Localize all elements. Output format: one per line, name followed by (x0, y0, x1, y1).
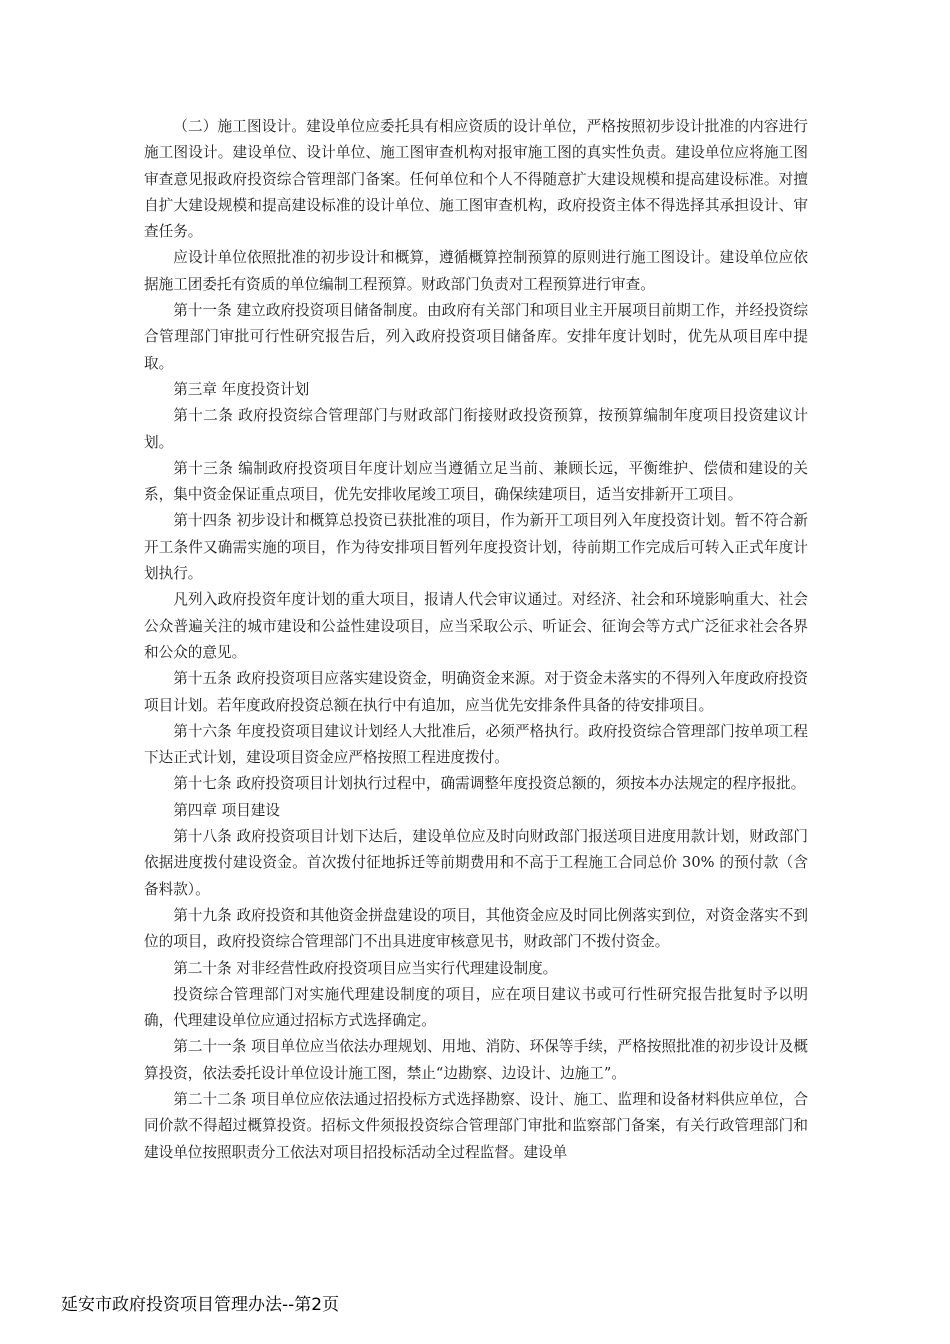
paragraph-article-16: 第十六条 年度投资项目建议计划经人大批准后，必须严格执行。政府投资综合管理部门按单项工程下达正式计划，建设项目资金应严格按照工程进度拨付。 (144, 722, 808, 767)
paragraph-article-19: 第十九条 政府投资和其他资金拼盘建设的项目，其他资金应及时同比例落实到位，对资金落实不到位的项目，政府投资综合管理部门不出具进度审核意见书，财政部门不拨付资金。 (144, 906, 808, 951)
paragraph-major-projects: 凡列入政府投资年度计划的重大项目，报请人代会审议通过。对经济、社会和环境影响重大、社会公众普遍关注的城市建设和公益性建设项目，应当采取公示、听证会、征询会等方式广泛征求社会各界和公众的意见。 (144, 591, 808, 661)
paragraph-article-13: 第十三条 编制政府投资项目年度计划应当遵循立足当前、兼顾长远，平衡维护、偿债和建设的关系，集中资金保证重点项目，优先安排收尾竣工项目，确保续建项目，适当安排新开工项目。 (144, 459, 808, 504)
paragraph-article-20: 第二十条 对非经营性政府投资项目应当实行代理建设制度。 (173, 959, 558, 977)
paragraph-article-18: 第十八条 政府投资项目计划下达后，建设单位应及时向财政部门报送项目进度用款计划，财政部门依据进度拨付建设资金。首次拨付征地拆迁等前期费用和不高于工程施工合同总价 30% 的预付款（含备料款）。 (144, 828, 808, 898)
paragraph-article-21: 第二十一条 项目单位应当依法办理规划、用地、消防、环保等手续，严格按照批准的初步设计及概算投资，依法委托设计单位设计施工图，禁止“边勘察、边设计、边施工”。 (144, 1038, 808, 1082)
paragraph-article-11: 第十一条 建立政府投资项目储备制度。由政府有关部门和项目业主开展项目前期工作，并经投资综合管理部门审批可行性研究报告后，列入政府投资项目储备库。安排年度计划时，优先从项目库中提取。 (144, 302, 808, 372)
paragraph-article-15: 第十五条 政府投资项目应落实建设资金，明确资金来源。对于资金未落实的不得列入年度政府投资项目计划。若年度政府投资总额在执行中有追加，应当优先安排条件具备的待安排项目。 (144, 670, 808, 714)
paragraph-article-17: 第十七条 政府投资项目计划执行过程中，确需调整年度投资总额的，须按本办法规定的程序报批。 (173, 775, 806, 793)
document-body (144, 114, 808, 1166)
paragraph-article-14: 第十四条 初步设计和概算总投资已获批准的项目，作为新开工项目列入年度投资计划。暂不符合新开工条件又确需实施的项目，作为待安排项目暂列年度投资计划，待前期工作完成后可转入正式年度计划执行。 (144, 512, 808, 583)
paragraph-article-22: 第二十二条 项目单位应依法通过招投标方式选择勘察、设计、施工、监理和设备材料供应单位，合同价款不得超过概算投资。招标文件须报投资综合管理部门审批和监察部门备案，有关行政管理部门和建设单位按照职责分工依法对项目招投标活动全过程监督。建设单 (144, 1090, 808, 1161)
page-footer: 延安市政府投资项目管理办法--第2页 (61, 1295, 340, 1315)
chapter-heading-4: 第四章 项目建设 (173, 801, 280, 819)
paragraph-design-budget: 应设计单位依照批准的初步设计和概算，遵循概算控制预算的原则进行施工图设计。建设单位应依据施工团委托有资质的单位编制工程预算。财政部门负责对工程预算进行审查。 (144, 249, 808, 293)
chapter-heading-3: 第三章 年度投资计划 (173, 380, 310, 398)
paragraph-construction-drawing: （二）施工图设计。建设单位应委托具有相应资质的设计单位，严格按照初步设计批准的内容进行施工图设计。建设单位、设计单位、施工图审查机构对报审施工图的真实性负责。建设单位应将施工图审查意见报政府投资综合管理部门备案。任何单位和个人不得随意扩大建设规模和提高建设标准。对擅自扩大建设规模和提高建设标准的设计单位、施工图审查机构，政府投资主体不得选择其承担设计、审查任务。 (144, 118, 808, 241)
paragraph-agent-construction: 投资综合管理部门对实施代理建设制度的项目，应在项目建议书或可行性研究报告批复时予以明确，代理建设单位应通过招标方式选择确定。 (144, 985, 808, 1030)
paragraph-article-12: 第十二条 政府投资综合管理部门与财政部门衔接财政投资预算，按预算编制年度项目投资建议计划。 (144, 407, 808, 451)
